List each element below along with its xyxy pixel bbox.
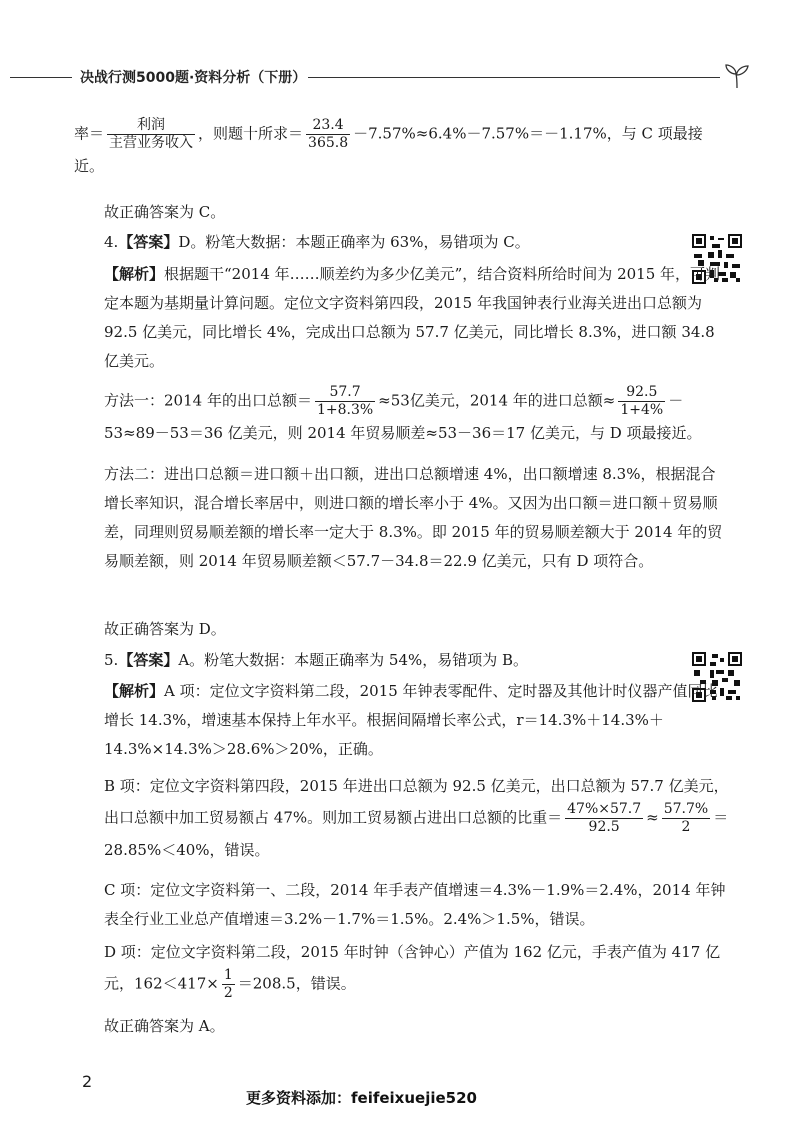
q5-conclusion: 故正确答案为 A。 [104, 1017, 225, 1035]
q3-conclusion: 故正确答案为 C。 [104, 203, 226, 221]
fraction-export-2014: $\frac{57.7}{1+8.3\%}$ [316, 384, 374, 418]
q5-option-c: C 项：定位文字资料第一、二段，2014 年手表产值增速＝4.3%－1.9%＝2.4%，2014 年钟表全行业工业总产值增速＝3.2%－1.7%＝1.5%。2.4%＞1.5%，错误。 [104, 881, 726, 928]
q4-method-one: 方法一：2014 年的出口总额＝ $\frac{57.7}{1+8.3\%}$ ≈53亿美元，2014 年的进口总额≈ $\frac{92.5}{1+4\%}$ －53≈89－53＝36 亿美元，则 2014 年贸易顺差≈53－36＝17 亿美元，与 D 项最接近。 [104, 384, 702, 442]
header-rule-left [10, 77, 72, 78]
q4-analysis: 【解析】根据题干“2014 年……顺差约为多少亿美元”，结合资料所给时间为 2015 年，可判定本题为基期量计算问题。定位文字资料第四段，2015 年我国钟表行业海关进出口总额为 92.5 亿美元，同比增长 4%，完成出口总额为 57.7 亿美元，同比增长 8.3%，进口额 34.8 亿美元。 [104, 265, 721, 370]
paragraph-q3-tail: 率＝ $\frac{\text{利润}}{\text{主营业务收入}}$ ，则题十所求＝ $\frac{23.4}{365.8}$ －7.57%≈6.4%－7.57%＝－1.17%，与 C 项最接近。 [74, 117, 703, 175]
fraction-total-2014: $\frac{92.5}{1+4\%}$ [620, 384, 664, 418]
q5-analysis-a: 【解析】A 项：定位文字资料第二段，2015 年钟表零配件、定时器及其他计时仪器产值同比增长 14.3%，增速基本保持上年水平。根据间隔增长率公式，r＝14.3%＋14.3%＋14.3%×14.3%＞28.6%＞20%，正确。 [104, 682, 718, 758]
page-number: 2 [82, 1072, 93, 1091]
fraction-one-half: $\frac{1}{2}$ [223, 967, 233, 1001]
fraction-q3-calc: $\frac{23.4}{365.8}$ [308, 117, 349, 151]
fraction-profit-rate: $\frac{\text{利润}}{\text{主营业务收入}}$ [109, 117, 194, 151]
q5-option-b: B 项：定位文字资料第四段，2015 年进出口总额为 92.5 亿美元，出口总额为 57.7 亿美元，出口总额中加工贸易额占 47%。则加工贸易额占进出口总额的比重＝ $\frac{47\%\times 57.7}{92.5}$ ≈ $\frac{57.7\%}{2}$ ＝28.85%＜40%，错误。 [104, 777, 729, 859]
fraction-half-share: $\frac{57.7\%}{2}$ [663, 801, 709, 835]
sprout-icon [720, 62, 754, 90]
footer-note: 更多资料添加：feifeixuejie520 [246, 1089, 477, 1107]
q5-answer: 5.【答案】A。粉笔大数据：本题正确率为 54%，易错项为 B。 [104, 651, 529, 669]
q4-answer: 4.【答案】D。粉笔大数据：本题正确率为 63%，易错项为 C。 [104, 233, 530, 251]
fraction-processing-share: $\frac{47\%\times 57.7}{92.5}$ [567, 801, 642, 835]
q4-conclusion: 故正确答案为 D。 [104, 620, 226, 638]
book-title: 决战行测5000题·资料分析（下册） [80, 70, 307, 86]
page-header [0, 62, 800, 92]
q5-option-d: D 项：定位文字资料第二段，2015 年时钟（含钟心）产值为 162 亿元，手表产值为 417 亿元，162＜417× $\frac{1}{2}$ ＝208.5，错误。 [104, 943, 721, 1001]
header-rule-right [308, 77, 720, 78]
q4-method-two: 方法二：进出口总额＝进口额＋出口额，进出口总额增速 4%，出口额增速 8.3%，根据混合增长率知识，混合增长率居中，则进口额的增长率小于 4%。又因为出口额＝进口额＋贸易顺差，同理则贸易顺差额的增长率一定大于 8.3%。即 2015 年的贸易顺差额大于 2014 年的贸易顺差额，则 2014 年贸易顺差额＜57.7－34.8＝22.9 亿美元，只有 D 项符合。 [104, 465, 723, 570]
